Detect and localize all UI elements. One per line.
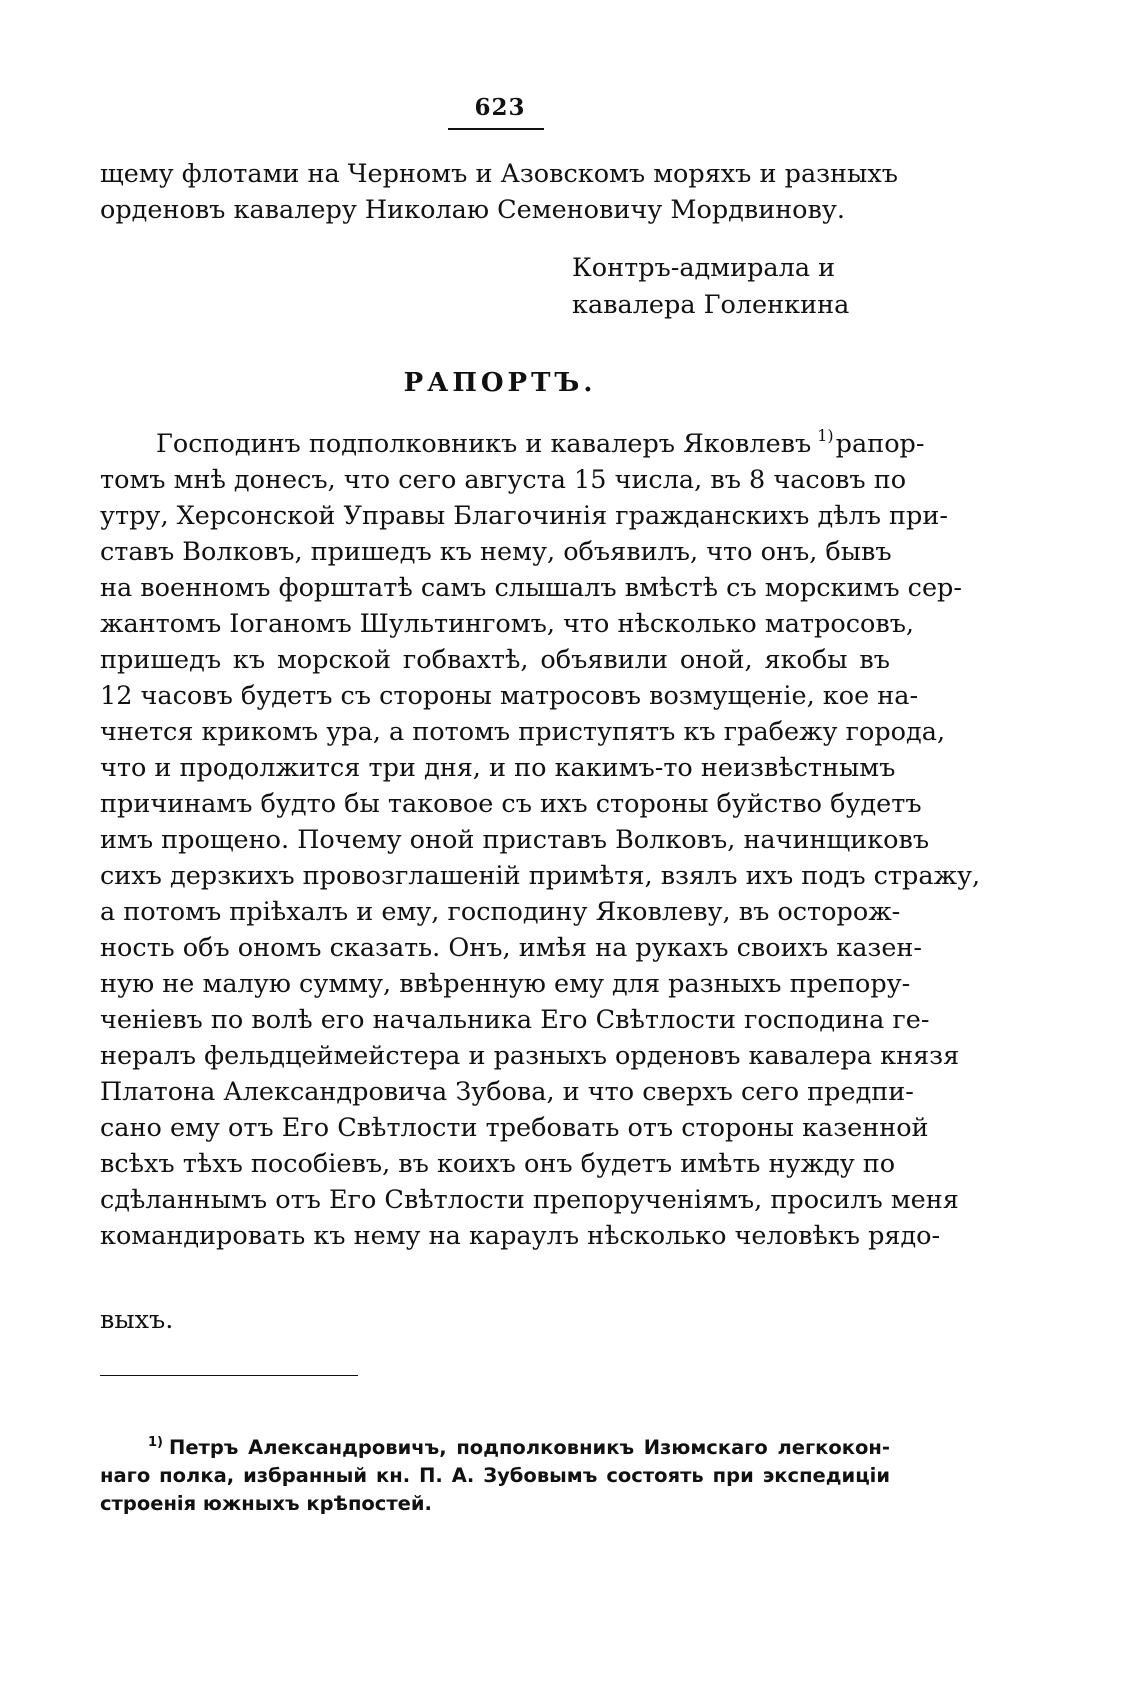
body-line: чнется крикомъ ура, а потомъ приступятъ къ грабежу города, — [100, 717, 946, 747]
body-line: жантомъ Іоганомъ Шультингомъ, что нѣсколько матросовъ, — [100, 609, 915, 639]
body-line: сано ему отъ Его Свѣтлости требовать отъ стороны казенной — [100, 1113, 929, 1143]
body-line: нералъ фельдцеймейстера и разныхъ орденовъ кавалера князя — [100, 1041, 960, 1071]
intro-line: орденовъ кавалеру Николаю Семеновичу Мордвинову. — [100, 195, 846, 225]
footnote-mark: 1) — [148, 1435, 163, 1450]
body-line: ченіевъ по волѣ его начальника Его Свѣтлости господина ге- — [100, 1005, 930, 1035]
intro-line: щему флотами на Черномъ и Азовскомъ моряхъ и разныхъ — [100, 159, 898, 189]
document-heading: РАПОРТЪ. — [403, 368, 597, 398]
body-first-line — [156, 426, 925, 462]
body-line: что и продолжится три дня, и по какимъ-то неизвѣстнымъ — [100, 753, 896, 783]
body-line: пришедъ къ морской гобвахтѣ, объявили оной, якобы въ — [100, 645, 890, 675]
body-line: 12 часовъ будетъ съ стороны матросовъ возмущеніе, кое на- — [100, 681, 919, 711]
body-line: ставъ Волковъ, пришедъ къ нему, объявилъ, что онъ, бывъ — [100, 537, 892, 567]
footnote-line: строенія южныхъ крѣпостей. — [100, 1492, 432, 1515]
body-first-line-end: рапор- — [835, 429, 925, 459]
body-line: на военномъ форштатѣ самъ слышалъ вмѣстѣ съ морскимъ сер- — [100, 573, 962, 603]
footnote-line: наго полка, избранный кн. П. А. Зубовымъ состоять при экспедиціи — [100, 1464, 890, 1487]
footnote-separator — [100, 1375, 358, 1376]
body-line: выхъ. — [100, 1305, 174, 1335]
body-line: сдѣланнымъ отъ Его Свѣтлости препорученіямъ, просилъ меня — [100, 1185, 959, 1215]
body-line: всѣхъ тѣхъ пособіевъ, въ коихъ онъ будетъ имѣть нужду по — [100, 1149, 896, 1179]
body-line: сихъ дерзкихъ провозглашеній примѣтя, взялъ ихъ подъ стражу, — [100, 861, 981, 891]
body-line: командировать къ нему на караулъ нѣсколько человѣкъ рядо- — [100, 1221, 941, 1251]
body-line: ную не малую сумму, ввѣренную ему для разныхъ препору- — [100, 969, 911, 999]
footnote-reference: 1) — [817, 426, 834, 445]
body-line: а потомъ пріѣхалъ и ему, господину Яковлеву, въ осторож- — [100, 897, 901, 927]
body-line: утру, Херсонской Управы Благочинія гражданскихъ дѣлъ при- — [100, 501, 948, 531]
signature-line: Контръ-адмирала и — [572, 253, 836, 283]
body-first-line-text: Господинъ подполковникъ и кавалеръ Яковлевъ — [156, 429, 812, 459]
body-line: причинамъ будто бы таковое съ ихъ стороны буйство будетъ — [100, 789, 922, 819]
footnote-text: Петръ Александровичъ, подполковникъ Изюмскаго легкокон- — [169, 1436, 890, 1459]
body-line: томъ мнѣ донесъ, что сего августа 15 числа, въ 8 часовъ по — [100, 465, 907, 495]
footnote-line — [148, 1434, 890, 1462]
page-number: 623 — [474, 94, 526, 121]
signature-line: кавалера Голенкина — [572, 290, 850, 320]
page-number-rule — [448, 128, 544, 130]
body-line: ность объ ономъ сказать. Онъ, имѣя на рукахъ своихъ казен- — [100, 933, 923, 963]
body-line: Платона Александровича Зубова, и что сверхъ сего предпи- — [100, 1077, 914, 1107]
body-line: имъ прощено. Почему оной приставъ Волковъ, начинщиковъ — [100, 825, 930, 855]
